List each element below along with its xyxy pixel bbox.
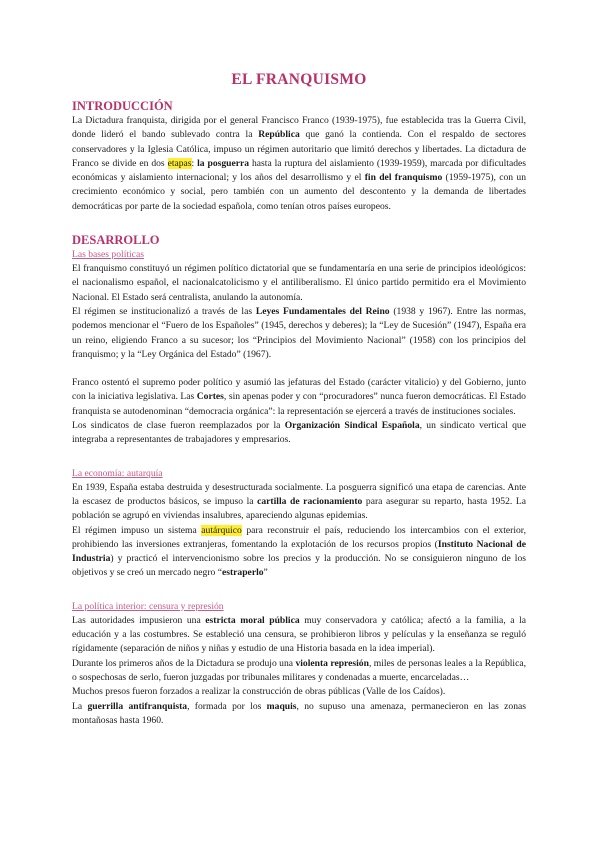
economia-paragraph-2: El régimen impuso un sistema autárquico para reconstruir el país, reduciendo los intercambios con el exterior, prohibiendo las inversiones extranjeras, fomentando la explotación de los recursos propios (Instituto Nacional de Industria) y practicó el intervencionismo sobre los precios y la producción. No se consiguieron ninguno de los objetivos y se creó un mercado negro “estraperlo” bbox=[72, 524, 526, 579]
subheading-politica-interior: La política interior: censura y represión bbox=[72, 600, 224, 612]
politica-paragraph-1: Las autoridades impusieron una estricta moral pública muy conservadora y católica; afectó a la familia, a la educación y a las costumbres. Se estableció una censura, se prohibieron libros y películas y la enseñanza se reguló rígidamente (separación de niños y niñas y estudio de una Historia basada en la idea imperial). bbox=[72, 614, 526, 655]
bases-paragraph-2: El régimen se institucionalizó a través de las Leyes Fundamentales del Reino (1938 y 1967). Entre las normas, podemos mencionar el “Fuero de los Españoles” (1945, derechos y deberes); la “Ley de Sucesión” (1947), España era un reino, eligiendo Franco a su sucesor; los “Principios del Movimiento Nacional” (1958) con los principios del franquismo; y la “Ley Orgánica del Estado” (1967). bbox=[72, 305, 526, 360]
subheading-economia: La economía: autarquía bbox=[72, 467, 163, 479]
document-title: EL FRANQUISMO bbox=[231, 71, 367, 88]
subheading-bases-politicas: Las bases políticas bbox=[72, 249, 144, 261]
highlight: autárquico bbox=[201, 524, 242, 536]
section-heading-desarrollo: DESARROLLO bbox=[72, 233, 160, 248]
document-page bbox=[72, 70, 526, 728]
economia-paragraph-1: En 1939, España estaba destruida y desestructurada socialmente. La posguerra significó una etapa de carencias. Ante la escasez de productos básicos, se impuso la cartilla de racionamiento para asegurar su reparto, hasta 1952. La población se agrupó en viviendas insalubres, apareciendo algunas epidemias. bbox=[72, 481, 526, 522]
politica-paragraph-2: Durante los primeros años de la Dictadura se produjo una violenta represión, miles de personas leales a la República, o sospechosas de serlo, fueron juzgadas por tribunales militares y condenadas a muerte, encarceladas… bbox=[72, 657, 526, 683]
bases-paragraph-3: Franco ostentó el supremo poder político y asumió las jefaturas del Estado (carácter vitalicio) y del Gobierno, junto con la iniciativa legislativa. Las Cortes, sin apenas poder y con “procuradores” nunca fueron democráticas. El Estado franquista se autodenominan “democracia orgánica”: la representación se ejercerá a través de instituciones sociales. bbox=[72, 377, 526, 417]
politica-paragraph-3: Muchos presos fueron forzados a realizar la construcción de obras públicas (Valle de los Caídos). bbox=[72, 686, 446, 698]
politica-paragraph-4: La guerrilla antifranquista, formada por los maquis, no supuso una amenaza, permanecieron en las zonas montañosas hasta 1960. bbox=[72, 700, 526, 726]
bases-paragraph-1: El franquismo constituyó un régimen político dictatorial que se fundamentaría en una serie de principios ideológicos: el nacionalismo español, el nacionalcatolicismo y el antiliberalismo. El único partido permitido era el Movimiento Nacional. El Estado será centralista, anulando la autonomía. bbox=[72, 263, 526, 303]
bases-paragraph-4: Los sindicatos de clase fueron reemplazados por la Organización Sindical Española, un sindicato vertical que integraba a representantes de trabajadores y empresarios. bbox=[72, 420, 526, 446]
intro-paragraph: La Dictadura franquista, dirigida por el general Francisco Franco (1939-1975), fue establecida tras la Guerra Civil, donde lideró el bando sublevado contra la República que ganó la contienda. Con el respaldo de sectores conservadores y la Iglesia Católica, impuso un régimen autoritario que limitó derechos y libertades. La dictadura de Franco se divide en dos etapas: la posguerra hasta la ruptura del aislamiento (1939-1959), marcada por dificultades económicas y aislamiento internacional; y los años del desarrollismo y el fin del franquismo (1959-1975), con un crecimiento económico y social, pero también con un aumento del descontento y la demanda de libertades democráticas por parte de la sociedad española, como tenían otros países europeos. bbox=[72, 115, 526, 212]
section-heading-introduccion: INTRODUCCIÓN bbox=[72, 99, 173, 113]
highlight: etapas bbox=[167, 157, 192, 169]
